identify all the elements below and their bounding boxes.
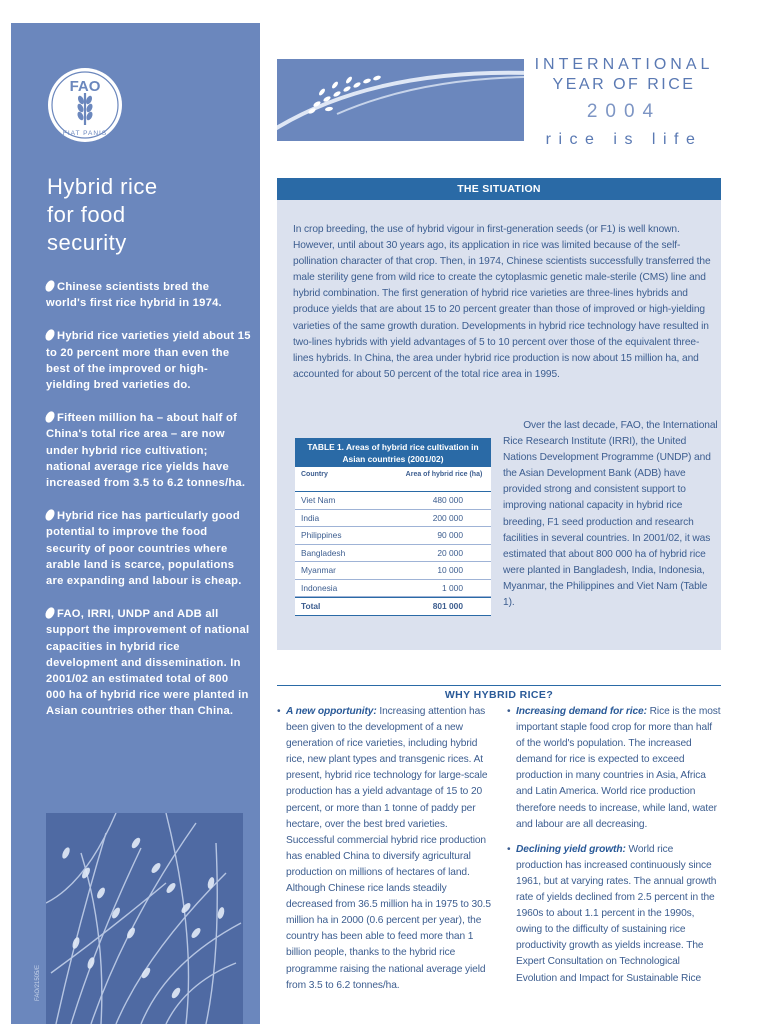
iyr-masthead (524, 55, 724, 151)
photo-credit: FAO/21505/E (35, 964, 41, 1001)
column-header-country: Country (301, 471, 328, 478)
title-line: security (47, 230, 127, 255)
table-row: Viet Nam 480 000 (295, 492, 491, 510)
why-item-lead: A new opportunity: (286, 706, 377, 717)
column-header-area: Area of hybrid rice (ha) (405, 471, 483, 478)
why-column-left (277, 704, 492, 1003)
sidebar (11, 23, 260, 1024)
key-point: Fifteen million ha – about half of China's total rice area – are now under hybrid rice cultivation; national average rice yields have increased from 3.5 to 6.2 tonnes/ha. (46, 410, 251, 491)
rice-grain-icon (44, 606, 57, 620)
situation-heading: THE SITUATION (277, 178, 721, 200)
hybrid-rice-table (295, 438, 491, 616)
bullet-icon: • (507, 706, 511, 717)
key-point: Hybrid rice varieties yield about 15 to 20 percent more than even the best of the improved or high-yielding bred varieties do. (46, 328, 251, 393)
table-row: India 200 000 (295, 510, 491, 528)
key-point: FAO, IRRI, UNDP and ADB all support the improvement of national capacities in hybrid rice development and dissemination. In 2001/02 an estimated total of 800 000 ha of hybrid rice were planted in Asian countries other than China. (46, 606, 251, 719)
table-row: Indonesia 1 000 (295, 580, 491, 598)
section-divider (277, 685, 721, 686)
bullet-icon: • (277, 706, 281, 717)
table-row: Bangladesh 20 000 (295, 545, 491, 563)
bullet-icon: • (507, 843, 511, 855)
title-line: Hybrid rice (47, 174, 158, 199)
table-row: Myanmar 10 000 (295, 562, 491, 580)
why-item-text: Rice is the most important staple food crop for more than half of the world's population. The increased demand for rice is expected to exceed production in many countries in Asia, Africa and Latin America. World rice production therefore needs to increase, while land, water and labour are all decreasing. (516, 706, 721, 830)
situation-paragraph-1: In crop breeding, the use of hybrid vigour in first-generation seeds (or F1) is well known. However, until about 30 years ago, its application in rice was limited because of the self-pollination character of that crop. Then, in 1974, Chinese scientists successfully transferred the male sterility gene from wild rice to create the cytoplasmic genetic male-sterile (CMS) line and hybrid combination. The first generation of hybrid rice varieties are three-lines hybrids and produce yields that are about 15 to 20 percent greater than those of improved or high-yielding varieties of the same growth duration. Developments in hybrid rice technology have resulted in two-lines hybrids with yield advantages of 5 to 10 percent over those of the equivalent three-lines hybrids. In China, the area under hybrid rice production is now about 15 million ha, and accounted for about 50 percent of the total rice area in 1995. (293, 224, 711, 380)
rice-banner-graphic (277, 59, 524, 141)
rice-grain-icon (44, 508, 57, 522)
rice-grain-icon (44, 410, 57, 424)
iyr-line1: INTERNATIONAL (534, 56, 714, 73)
iyr-year: 2004 (586, 101, 662, 122)
rice-grain-icon (44, 328, 57, 342)
table-header-row (295, 467, 491, 492)
why-item (277, 704, 492, 994)
why-item (507, 704, 721, 833)
why-item-lead: Increasing demand for rice: (516, 706, 647, 717)
key-point: Hybrid rice has particularly good potential to improve the food security of poor countries where arable land is scarce, populations are expanding and labour is cheap. (46, 508, 251, 589)
rice-plant-photo (46, 813, 243, 1024)
why-item-lead: Declining yield growth: (516, 843, 626, 855)
sidebar-title (47, 173, 247, 257)
why-item (507, 842, 721, 987)
key-points (46, 279, 251, 737)
table-row: Philippines 90 000 (295, 527, 491, 545)
table-title: TABLE 1. Areas of hybrid rice cultivation in Asian countries (2001/02) (295, 438, 491, 467)
why-item-text: World rice production has increased continuously since 1961, but at varying rates. The annual growth rate of yields declined from 2.5 percent in the 1960s to about 1.1 percent in the 1990s, owing to the difficulty of sustaining rice productivity growth as yields increase. The Expert Consultation on Technological Evolution and Impact for Sustainable Rice (516, 843, 717, 984)
logo-fao-text: FAO (69, 78, 101, 95)
why-column-right (507, 704, 721, 996)
iyr-line2: YEAR OF RICE (552, 76, 696, 93)
key-point: Chinese scientists bred the world's first rice hybrid in 1974. (46, 279, 251, 311)
why-item-text: Increasing attention has been given to the development of a new generation of rice varieties, including hybrid rice, new plant types and transgenic rices. At present, hybrid rice technology for large-scale production has a yield advantage of 15 to 20 percent, or more than 1 tonne of paddy per hectare, over the best bred varieties. Successful commercial hybrid rice production has enabled China to diversify agricultural production on millions of hectares of land. Although Chinese rice lands steadily decreased from 36.5 million ha in 1975 to 30.5 million ha in 2000 (0.6 percent per year), the country has been able to feed more than 1 billion people, thanks to the hybrid rice programme raising the national average yield from 3.5 to 6.2 tonnes/ha. (286, 706, 491, 991)
why-heading: WHY HYBRID RICE? (444, 689, 554, 701)
logo-motto: FIAT PANIS (62, 130, 108, 137)
title-line: for food (47, 202, 126, 227)
situation-paragraph-2: Over the last decade, FAO, the International Rice Research Institute (IRRI), the United Nations Development Programme (UNDP) and the Asian Development Bank (ADB) have provided strong and consistent support to improving national capacity in hybrid rice breeding, F1 seed production and research facilities in several countries. In 2001/02, it was estimated that about 800 000 ha of hybrid rice were planted in Bangladesh, India, Indonesia, Myanmar, the Philippines and Viet Nam (Table 1). (503, 420, 718, 609)
table-total-row: Total 801 000 (295, 597, 491, 616)
fao-logo (47, 67, 123, 143)
iyr-slogan: rice is life (545, 131, 703, 148)
rice-grain-icon (44, 279, 57, 293)
